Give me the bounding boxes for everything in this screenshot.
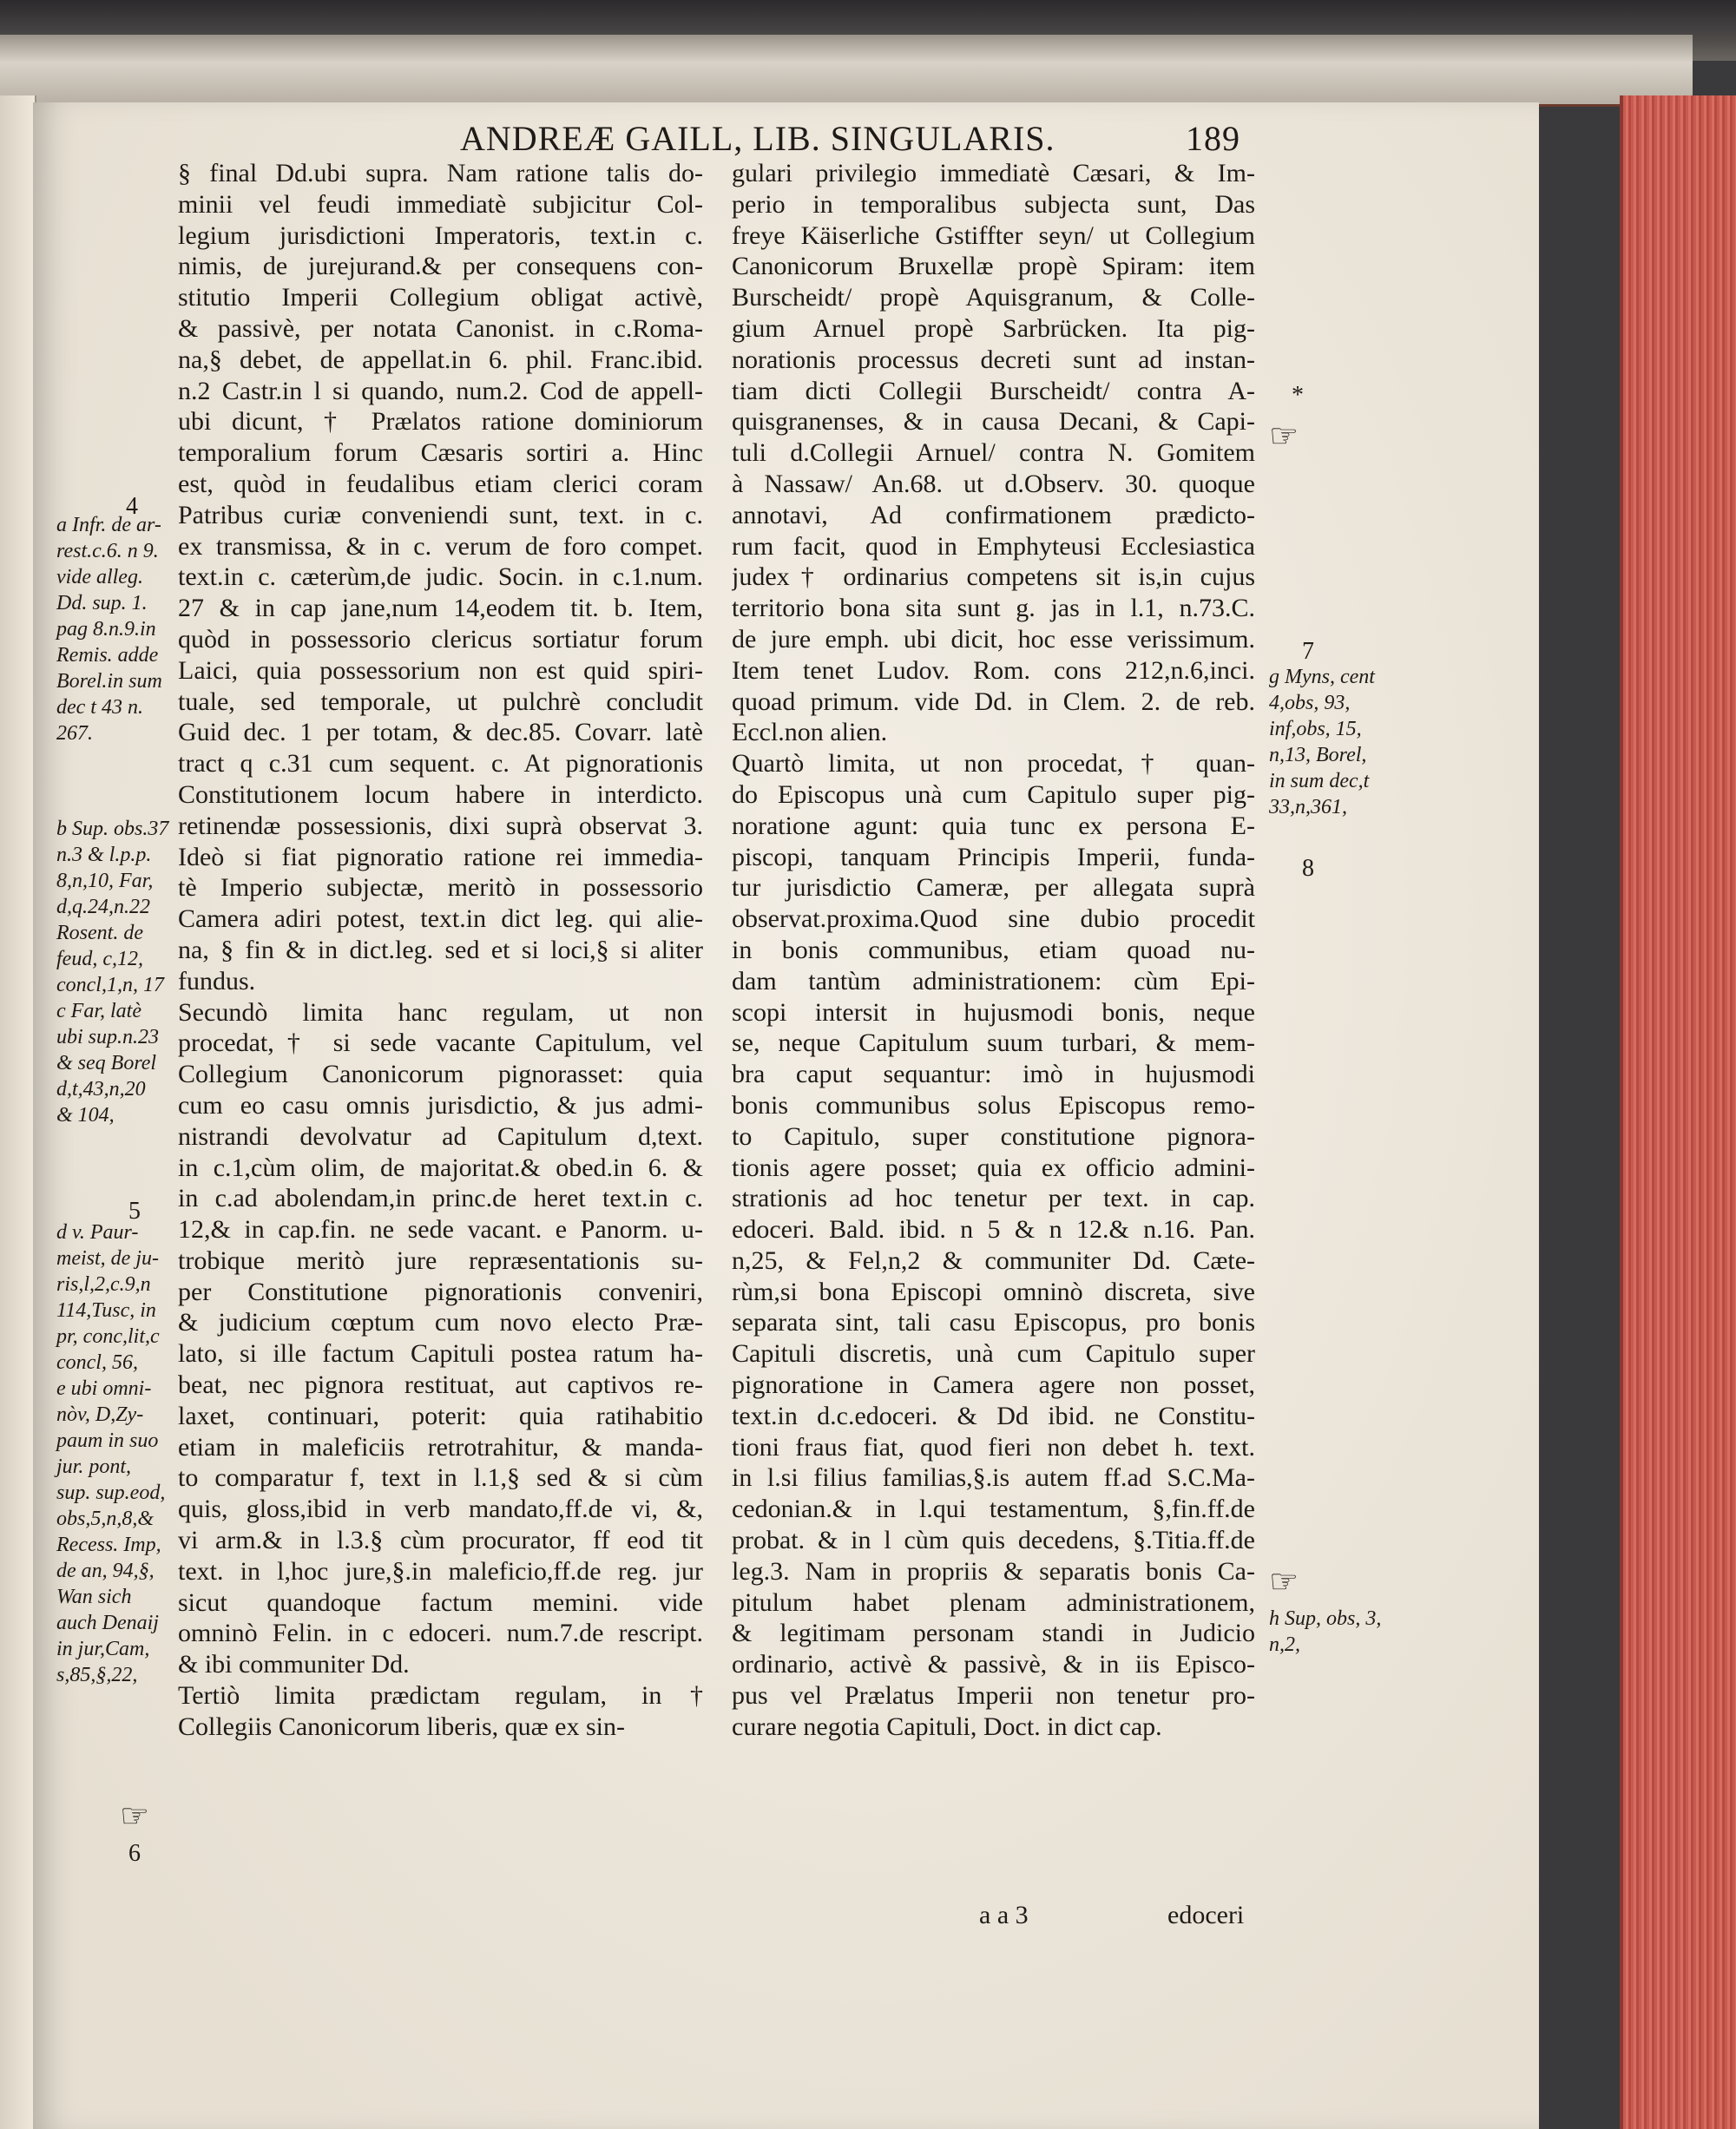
- note-line: 267.: [56, 722, 93, 745]
- text-line: est, quòd in feudalibus etiam clerici coram: [178, 469, 703, 498]
- note-line: concl, 56,: [56, 1351, 138, 1374]
- note-line: sup. sup.eod,: [56, 1482, 166, 1504]
- note-line: paum in suo: [56, 1429, 159, 1452]
- text-line: Quartò limita, ut non procedat,† quan-: [732, 749, 1255, 779]
- note-line: 33,n,361,: [1269, 796, 1347, 818]
- text-line: à Nassaw/ An.68. ut d.Observ. 30. quoque: [732, 469, 1255, 498]
- text-line: tiam dicti Collegii Burscheidt/ contra A-: [732, 376, 1255, 405]
- text-line: Collegium Canonicorum pignorasset: quia: [178, 1060, 703, 1089]
- text-line: trobique meritò jure repræsentationis su-: [178, 1245, 703, 1275]
- text-line: cum eo casu omnis jurisdictio, & jus admi-: [178, 1090, 703, 1120]
- text-line: Ideò si fiat pignoratio ratione rei immedia-: [178, 842, 703, 871]
- text-line: Constitutionem locum habere in interdicto.: [178, 779, 703, 809]
- text-line: procedat,† si sede vacante Capitulum, vel: [178, 1028, 703, 1058]
- text-line: gium Arnuel propè Sarbrücken. Ita pig-: [732, 313, 1255, 343]
- text-line: text.in d.c.edoceri. & Dd ibid. ne Constitu-: [732, 1401, 1255, 1430]
- pointing-hand-icon: ☞: [1269, 1564, 1299, 1600]
- text-line: in c.1,cùm olim, de majoritat.& obed.in 6. &: [178, 1153, 703, 1182]
- catchword: edoceri: [1167, 1901, 1245, 1929]
- margin-star: *: [1292, 382, 1304, 409]
- margin-note-a: [56, 512, 162, 746]
- text-line: rùm,si bona Episcopi omninò discreta, sive: [732, 1277, 1255, 1306]
- text-line: edoceri. Bald. ibid. n 5 & n 12.& n.16. Pan.: [732, 1215, 1255, 1245]
- note-line: auch Denaij: [56, 1612, 159, 1634]
- pointing-hand-icon: ☞: [1269, 418, 1299, 455]
- text-line: pus vel Prælatus Imperii non tenetur pro-: [732, 1681, 1255, 1711]
- note-line: inf,obs, 15,: [1269, 718, 1362, 740]
- pointing-hand-icon: ☞: [120, 1798, 150, 1835]
- text-line: quoad primum. vide Dd. in Clem. 2. de reb.: [732, 687, 1255, 716]
- note-line: in sum dec,t: [1269, 770, 1370, 792]
- note-line: jur. pont,: [56, 1455, 132, 1478]
- text-line: minii vel feudi immediatè subjicitur Col-: [178, 189, 703, 219]
- text-line: Laici, quia possessorium non est quid spiri-: [178, 655, 703, 685]
- text-line: 27 & in cap jane,num 14,eodem tit. b. Item,: [178, 594, 703, 623]
- text-line: freye Käiserliche Gstiffter seyn/ ut Collegium: [732, 220, 1255, 250]
- right-text-column: [732, 158, 1255, 1743]
- text-line: to comparatur f, text in l.1,§ sed & si cùm: [178, 1463, 703, 1493]
- text-line: perio in temporalibus subjecta sunt, Das: [732, 189, 1255, 219]
- text-line: & passivè, per notata Canonist. in c.Roma-: [178, 313, 703, 343]
- text-line: pignoratione in Camera agere non posset,: [732, 1370, 1255, 1400]
- text-line: ex transmissa, & in c. verum de foro compet.: [178, 531, 703, 561]
- note-line: dec t 43 n.: [56, 696, 143, 719]
- note-line: e ubi omni-: [56, 1377, 152, 1400]
- text-line: Collegiis Canonicorum liberis, quæ ex sin-: [178, 1712, 625, 1741]
- running-title: ANDREÆ GAILL, LIB. SINGULARIS.: [460, 119, 1055, 158]
- text-line: pitulum habet plenam administrationem,: [732, 1587, 1255, 1617]
- note-line: de an, 94,§,: [56, 1560, 155, 1582]
- text-line: in bonis communibus, etiam quoad nu-: [732, 935, 1255, 964]
- note-line: pr, conc,lit,c: [56, 1325, 160, 1348]
- left-text-column: [178, 158, 703, 1743]
- text-line: & legitimam personam standi in Judicio: [732, 1619, 1255, 1648]
- text-line: tuale, sed temporale, ut pulchrè concludit: [178, 687, 703, 716]
- text-line: noratione agunt: quia tunc ex persona E-: [732, 811, 1255, 840]
- text-line: vi arm.& in l.3.§ cùm procurator, ff eod tit: [178, 1526, 703, 1555]
- signature-mark: a a 3: [979, 1901, 1029, 1929]
- text-line: leg.3. Nam in propriis & separatis bonis Ca-: [732, 1556, 1255, 1586]
- text-line: cedonian.& in l.qui testamentum, §,fin.ff.de: [732, 1495, 1255, 1524]
- note-line: in jur,Cam,: [56, 1638, 150, 1660]
- red-page-edges: [1620, 95, 1736, 2129]
- text-line: temporalium forum Cæsaris sortiri a. Hinc: [178, 438, 703, 468]
- text-line: do Episcopus unà cum Capitulo super pig-: [732, 779, 1255, 809]
- text-line: tè Imperio subjectæ, meritò in possessorio: [178, 873, 703, 903]
- text-line: bonis communibus solus Episcopus remo-: [732, 1090, 1255, 1120]
- text-line: 12,& in cap.fin. ne sede vacant. e Panorm. u-: [178, 1215, 703, 1245]
- page-number: 189: [1186, 119, 1240, 158]
- text-line: strationis ad hoc tenetur per text. in cap.: [732, 1184, 1255, 1213]
- note-line: d,q.24,n.22: [56, 896, 150, 918]
- text-line: scopi intersit in hujusmodi bonis, neque: [732, 997, 1255, 1027]
- text-line: lato, si ille factum Capituli postea ratum ha-: [178, 1339, 703, 1369]
- text-line: to Capitulo, super constitutione pignora-: [732, 1121, 1255, 1151]
- text-line: per Constitutione pignorationis conveniri,: [178, 1277, 703, 1306]
- text-line: territorio bona sita sunt g. jas in l.1, n.73.C.: [732, 594, 1255, 623]
- text-line: beat, nec pignora restituat, aut captivos re-: [178, 1370, 703, 1400]
- note-line: ubi sup.n.23: [56, 1026, 160, 1048]
- note-line: Recess. Imp,: [56, 1534, 161, 1556]
- margin-number-8: 8: [1302, 855, 1314, 882]
- note-line: n.3 & l.p.p.: [56, 844, 152, 866]
- note-line: meist, de ju-: [56, 1247, 159, 1270]
- note-line: nòv, D,Zy-: [56, 1403, 144, 1426]
- note-line: Rosent. de: [56, 922, 143, 944]
- note-line: & 104,: [56, 1104, 115, 1127]
- margin-note-h: [1269, 1606, 1381, 1658]
- text-line: na, § fin & in dict.leg. sed et si loci,§ si aliter: [178, 935, 703, 964]
- text-line: Capituli discretis, unà cum Capitulo super: [732, 1339, 1255, 1369]
- text-line: text. in l,hoc jure,§.in maleficio,ff.de reg. jur: [178, 1556, 703, 1586]
- text-line: § final Dd.ubi supra. Nam ratione talis do-: [178, 159, 703, 187]
- text-line: curare negotia Capituli, Doct. in dict cap.: [732, 1712, 1162, 1741]
- text-line: etiam in maleficiis retrotrahitur, & manda-: [178, 1432, 703, 1462]
- note-line: a Infr. de ar-: [56, 514, 161, 536]
- text-line: rum facit, quod in Emphyteusi Ecclesiastica: [732, 531, 1255, 561]
- margin-note-g: [1269, 664, 1375, 820]
- text-line: laxet, continuari, poterit: quia ratihabitio: [178, 1401, 703, 1430]
- note-line: h Sup, obs, 3,: [1269, 1607, 1382, 1630]
- text-line: & ibi communiter Dd.: [178, 1650, 410, 1679]
- text-line: n.2 Castr.in l si quando, num.2. Cod de appell-: [178, 376, 703, 405]
- note-line: ris,l,2,c.9,n: [56, 1273, 151, 1296]
- text-line: de jure emph. ubi dicit, hoc esse verissimum.: [732, 624, 1255, 654]
- text-line: quòd in possessorio clericus sortiatur forum: [178, 624, 703, 654]
- note-line: g Myns, cent: [1269, 666, 1375, 688]
- margin-number-4: 4: [126, 493, 138, 520]
- note-line: Wan sich: [56, 1586, 132, 1608]
- text-line: Guid dec. 1 per totam, & dec.85. Covarr. latè: [178, 718, 703, 747]
- text-line: tract q c.31 cum sequent. c. At pignorationis: [178, 749, 703, 779]
- note-line: vide alleg.: [56, 566, 143, 588]
- text-line: tionis agere posset; quia ex officio admini-: [732, 1153, 1255, 1182]
- text-line: gulari privilegio immediatè Cæsari, & Im-: [732, 159, 1255, 187]
- margin-note-b: [56, 816, 168, 1128]
- text-line: ubi dicunt, † Prælatos ratione dominiorum: [178, 407, 703, 437]
- text-line: observat.proxima.Quod sine dubio procedit: [732, 904, 1255, 934]
- text-line: retinendæ possessionis, dixi suprà observat 3.: [178, 811, 703, 840]
- note-line: c Far, latè: [56, 1000, 141, 1022]
- text-line: probat. & in l cùm quis decedens, §.Titia.ff.de: [732, 1526, 1255, 1555]
- note-line: d v. Paur-: [56, 1221, 139, 1244]
- text-line: ordinario, activè & passivè, & in iis Episco-: [732, 1650, 1255, 1679]
- text-line: quisgranenses, & in causa Decani, & Capi-: [732, 407, 1255, 437]
- note-line: & seq Borel: [56, 1052, 157, 1074]
- margin-note-d: [56, 1219, 165, 1688]
- note-line: rest.c.6. n 9.: [56, 540, 159, 562]
- text-line: tur jurisdictio Cameræ, per allegata suprà: [732, 873, 1255, 903]
- note-line: pag 8.n.9.in: [56, 618, 156, 641]
- note-line: concl,1,n, 17: [56, 974, 164, 996]
- text-line: dam tantùm administrationem: cùm Epi-: [732, 966, 1255, 996]
- text-line: quis, gloss,ibid in verb mandato,ff.de vi, &,: [178, 1495, 703, 1524]
- text-line: text.in c. cæterùm,de judic. Socin. in c.1.num.: [178, 562, 703, 592]
- margin-number-5: 5: [128, 1198, 141, 1225]
- note-line: 4,obs, 93,: [1269, 692, 1351, 714]
- note-line: 114,Tusc, in: [56, 1299, 156, 1322]
- text-line: omninò Felin. in c edoceri. num.7.de rescript.: [178, 1619, 703, 1648]
- note-line: n,2,: [1269, 1633, 1300, 1656]
- note-line: Borel.in sum: [56, 670, 162, 693]
- text-line: Eccl.non alien.: [732, 718, 888, 747]
- text-line: nistrandi devolvatur ad Capitulum d,text.: [178, 1121, 703, 1151]
- note-line: 8,n,10, Far,: [56, 870, 154, 892]
- note-line: n,13, Borel,: [1269, 744, 1367, 766]
- note-line: d,t,43,n,20: [56, 1078, 146, 1101]
- text-line: n,25, & Fel,n,2 & communiter Dd. Cæte-: [732, 1245, 1255, 1275]
- text-line: annotavi, Ad confirmationem prædicto-: [732, 500, 1255, 529]
- text-line: bra caput sequantur: imò in hujusmodi: [732, 1060, 1255, 1089]
- text-line: nimis, de jurejurand.& per consequens con-: [178, 252, 703, 281]
- text-line: na,§ debet, de appellat.in 6. phil. Franc.ibid.: [178, 345, 703, 374]
- note-line: obs,5,n,8,&: [56, 1508, 155, 1530]
- text-line: Burscheidt/ propè Aquisgranum, & Colle-: [732, 283, 1255, 312]
- text-line: Secundò limita hanc regulam, ut non: [178, 997, 703, 1027]
- note-line: s,85,§,22,: [56, 1664, 138, 1686]
- note-line: b Sup. obs.37: [56, 818, 169, 840]
- text-line: Patribus curiæ conveniendi sunt, text. in c.: [178, 500, 703, 529]
- margin-number-7: 7: [1302, 638, 1314, 665]
- note-line: Dd. sup. 1.: [56, 592, 148, 614]
- text-line: & judicium cœptum cum novo electo Præ-: [178, 1308, 703, 1337]
- text-line: in l.si filius familias,§.is autem ff.ad S.C.Ma-: [732, 1463, 1255, 1493]
- note-line: feud, c,12,: [56, 948, 143, 970]
- text-line: in c.ad abolendam,in princ.de heret text.in c.: [178, 1184, 703, 1213]
- text-line: norationis processus decreti sunt ad instan-: [732, 345, 1255, 374]
- facing-page-edge: [0, 95, 36, 2129]
- text-line: se, neque Capitulum suum turbari, & mem-: [732, 1028, 1255, 1058]
- margin-number-6: 6: [128, 1840, 141, 1867]
- text-line: Item tenet Ludov. Rom. cons 212,n.6,inci.: [732, 655, 1255, 685]
- text-line: judex† ordinarius competens sit is,in cujus: [732, 562, 1255, 592]
- text-line: piscopi, tanquam Principis Imperii, funda-: [732, 842, 1255, 871]
- text-line: separata sint, tali casu Episcopus, pro bonis: [732, 1308, 1255, 1337]
- text-line: legium jurisdictioni Imperatoris, text.in c.: [178, 220, 703, 250]
- text-line: tuli d.Collegii Arnuel/ contra N. Gomitem: [732, 438, 1255, 468]
- text-line: Tertiò limita prædictam regulam, in†: [178, 1681, 703, 1711]
- text-line: fundus.: [178, 966, 256, 996]
- binding-strip: [0, 35, 1693, 107]
- note-line: Remis. adde: [56, 644, 159, 667]
- text-line: tioni fraus fiat, quod fieri non debet h. text.: [732, 1432, 1255, 1462]
- text-line: Camera adiri potest, text.in dict leg. qui alie-: [178, 904, 703, 934]
- text-line: Canonicorum Bruxellæ propè Spiram: item: [732, 252, 1255, 281]
- text-line: sicut quandoque factum memini. vide: [178, 1587, 703, 1617]
- text-line: stitutio Imperii Collegium obligat activè,: [178, 283, 703, 312]
